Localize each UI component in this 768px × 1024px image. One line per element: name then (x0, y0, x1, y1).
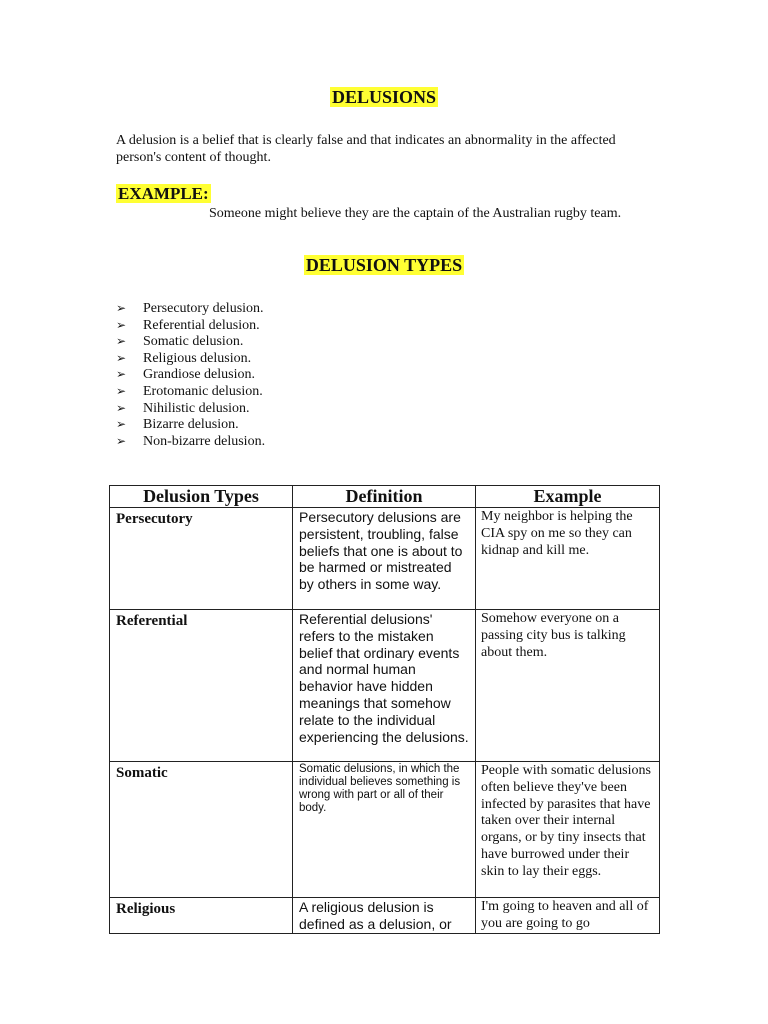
page-title: DELUSIONS (331, 87, 437, 107)
arrow-bullet-icon: ➢ (116, 301, 127, 315)
row-type-cell: Somatic (110, 762, 293, 898)
row-definition-cell: A religious delusion is defined as a delusion, or (293, 898, 476, 934)
delusion-types-list (116, 300, 265, 449)
arrow-bullet-icon: ➢ (116, 400, 127, 415)
list-item: ➢ Bizarre delusion. (116, 417, 239, 433)
arrow-bullet-icon: ➢ (116, 417, 127, 432)
column-header-example: Example (476, 486, 660, 508)
example-heading: EXAMPLE: (118, 184, 209, 203)
row-definition-cell: Somatic delusions, in which the individual believes something is wrong with part or all of their body. (293, 762, 476, 898)
table-row (110, 508, 660, 610)
list-item: ➢ Nihilistic delusion. (116, 400, 250, 416)
list-item: ➢ Somatic delusion. (116, 334, 244, 350)
list-item: ➢ Referential delusion. (116, 317, 260, 333)
row-example-cell: I'm going to heaven and all of you are going to go (476, 898, 660, 934)
arrow-bullet-icon: ➢ (116, 350, 127, 365)
row-definition-cell: Persecutory delusions are persistent, troubling, false beliefs that one is about to be harmed or mistreated by others in some way. (293, 508, 476, 610)
intro-paragraph: A delusion is a belief that is clearly false and that indicates an abnormality in the affected person's content of thought. (116, 133, 616, 165)
row-definition-cell: Referential delusions' refers to the mistaken belief that ordinary events and normal human behavior have hidden meanings that somehow relate to the individual experiencing the delusions. (293, 610, 476, 762)
arrow-bullet-icon: ➢ (116, 334, 127, 349)
arrow-bullet-icon: ➢ (116, 383, 127, 398)
list-item: ➢ Grandiose delusion. (116, 367, 255, 383)
table-row (110, 762, 660, 898)
row-example-cell: Somehow everyone on a passing city bus is talking about them. (476, 610, 660, 762)
delusion-types-table (109, 485, 660, 934)
table-row (110, 610, 660, 762)
row-example-cell: People with somatic delusions often believe they've been infected by parasites that have taken over their internal organs, or by tiny insects that have burrowed under their skin to lay their eggs. (476, 762, 660, 898)
column-header-types: Delusion Types (110, 486, 293, 508)
column-header-definition: Definition (293, 486, 476, 508)
example-text: Someone might believe they are the captain of the Australian rugby team. (209, 206, 622, 221)
row-type-cell: Religious (110, 898, 293, 934)
list-item: ➢ Non-bizarre delusion. (116, 433, 266, 449)
table-header-row (110, 486, 660, 508)
row-example-cell: My neighbor is helping the CIA spy on me so they can kidnap and kill me. (476, 508, 660, 610)
arrow-bullet-icon: ➢ (116, 317, 127, 332)
row-type-cell: Persecutory (110, 508, 293, 610)
list-item: ➢ Persecutory delusion. (116, 301, 264, 316)
list-item: ➢ Erotomanic delusion. (116, 383, 263, 399)
delusion-types-heading: DELUSION TYPES (305, 255, 463, 275)
table-row (110, 898, 660, 934)
list-item: ➢ Religious delusion. (116, 350, 252, 366)
arrow-bullet-icon: ➢ (116, 367, 127, 382)
row-type-cell: Referential (110, 610, 293, 762)
arrow-bullet-icon: ➢ (116, 433, 127, 448)
